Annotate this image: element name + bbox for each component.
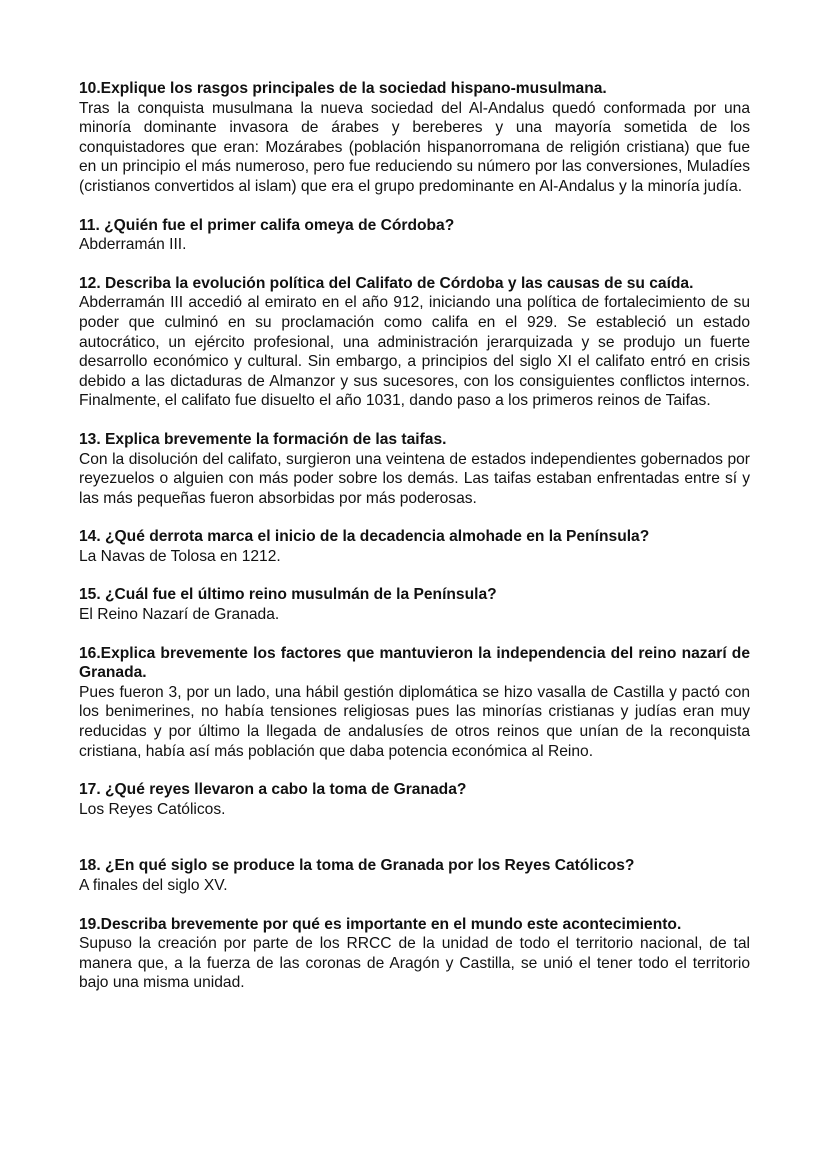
answer-text: Con la disolución del califato, surgieron una veintena de estados independientes gobernados por reyezuelos o alguien con más poder sobre los demás. Las taifas estaban enfrentadas entre sí y las más pequeñas fueron absorbidas por más poderosas. bbox=[79, 450, 750, 507]
answer-text: El Reino Nazarí de Granada. bbox=[79, 606, 280, 624]
question-heading: 11. ¿Quién fue el primer califa omeya de Córdoba? bbox=[79, 216, 455, 234]
answer-text: A finales del siglo XV. bbox=[79, 877, 228, 894]
document-page bbox=[79, 79, 750, 1012]
question-heading: 10.Explique los rasgos principales de la sociedad hispano-musulmana. bbox=[79, 80, 607, 97]
qa-item-14 bbox=[79, 527, 750, 566]
qa-item-15 bbox=[79, 585, 750, 624]
qa-item-13 bbox=[79, 430, 750, 508]
question-heading: 14. ¿Qué derrota marca el inicio de la decadencia almohade en la Península? bbox=[79, 528, 650, 546]
answer-text: La Navas de Tolosa en 1212. bbox=[79, 547, 281, 565]
qa-item-17 bbox=[79, 780, 750, 819]
answer-text: Tras la conquista musulmana la nueva sociedad del Al-Andalus quedó conformada por una minoría dominante invasora de árabes y bereberes y una mayoría sometida de los conquistadores que eran: Mozárabes (población hispanorromana de religión cristiana) que fue en un principio el más numeroso, pero fue reduciendo su número por las conversiones, Muladíes (cristianos convertidos al islam) que era el grupo predominante en Al-Andalus y la minoría judía. bbox=[79, 99, 750, 195]
question-heading: 17. ¿Qué reyes llevaron a cabo la toma de Granada? bbox=[79, 781, 467, 799]
answer-text: Pues fueron 3, por un lado, una hábil gestión diplomática se hizo vasalla de Castilla y pactó con los benimerines, no había tensiones religiosas pues las minorías cristianas y judías eran muy reducidas y por último la llegada de andalusíes de otros reinos que unían de la reconquista cristiana, había así más población que daba potencia económica al Reino. bbox=[79, 683, 750, 760]
question-heading: 13. Explica brevemente la formación de las taifas. bbox=[79, 430, 447, 448]
question-heading: 18. ¿En qué siglo se produce la toma de Granada por los Reyes Católicos? bbox=[79, 857, 635, 875]
question-heading: 15. ¿Cuál fue el último reino musulmán de la Península? bbox=[79, 586, 497, 604]
qa-item-18 bbox=[79, 856, 750, 895]
answer-text: Los Reyes Católicos. bbox=[79, 800, 226, 818]
qa-item-12 bbox=[79, 274, 750, 411]
qa-item-16 bbox=[79, 644, 750, 762]
qa-item-10 bbox=[79, 79, 750, 197]
answer-text: Abderramán III. bbox=[79, 236, 187, 254]
qa-item-11 bbox=[79, 216, 750, 255]
question-heading: 12. Describa la evolución política del Califato de Córdoba y las causas de su caída. bbox=[79, 274, 694, 292]
answer-text: Abderramán III accedió al emirato en el año 912, iniciando una política de fortalecimiento de su poder que culminó en su proclamación como califa en el 929. Se estableció un estado autocrático, un ejército profesional, una administración jerarquizada y se produjo un fuerte desarrollo económico y cultural. Sin embargo, a principios del siglo XI el califato entró en crisis debido a las dictaduras de Almanzor y sus sucesores, con los consiguientes conflictos internos. Finalmente, el califato fue disuelto el año 1031, dando paso a los primeros reinos de Taifas. bbox=[79, 294, 750, 410]
answer-text: Supuso la creación por parte de los RRCC de la unidad de todo el territorio nacional, de tal manera que, a la fuerza de las coronas de Aragón y Castilla, se unió el tener todo el territorio bajo una misma unidad. bbox=[79, 935, 750, 992]
qa-item-19 bbox=[79, 915, 750, 993]
question-heading: 16.Explica brevemente los factores que mantuvieron la independencia del reino nazarí de Granada. bbox=[79, 644, 750, 682]
question-heading: 19.Describa brevemente por qué es importante en el mundo este acontecimiento. bbox=[79, 915, 682, 933]
